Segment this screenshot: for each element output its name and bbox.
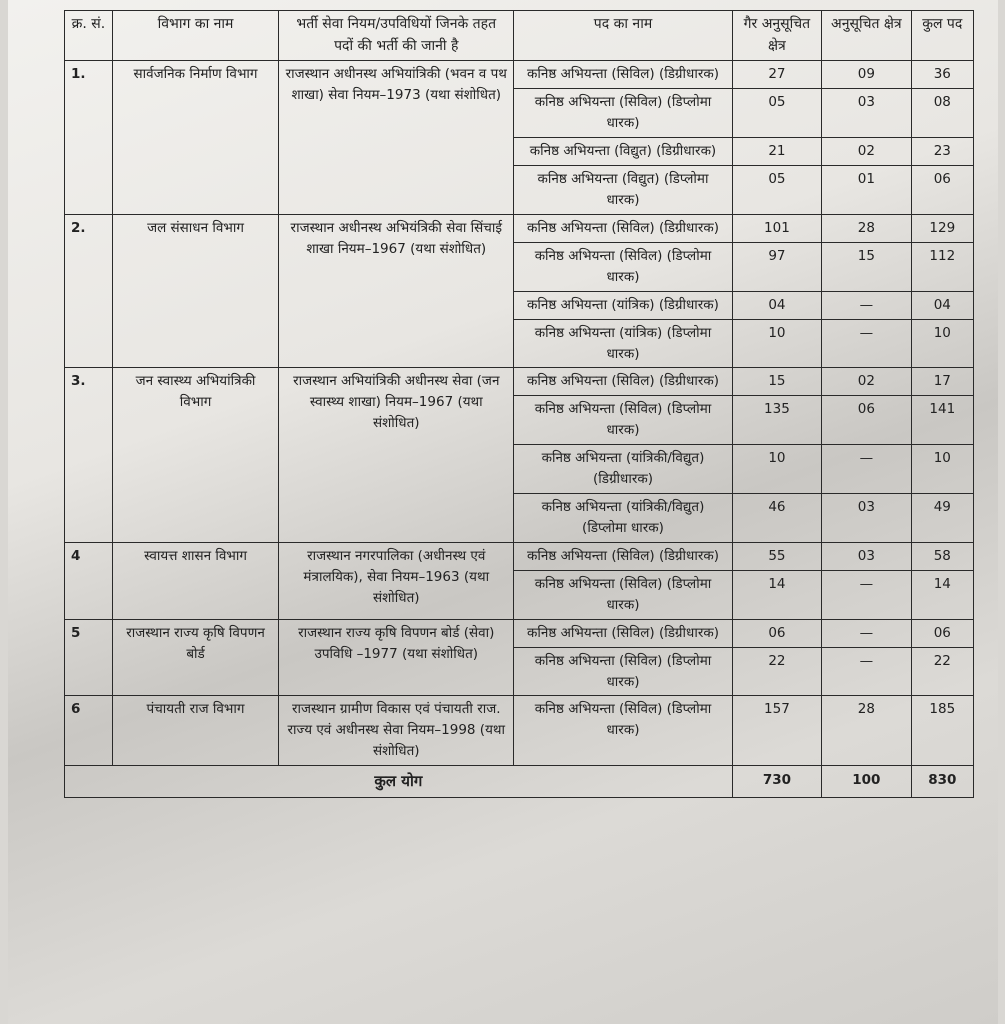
total-count: 58 bbox=[911, 542, 973, 570]
post-name: कनिष्ठ अभियन्ता (सिविल) (डिप्लोमा धारक) bbox=[514, 89, 732, 138]
scheduled-count: 28 bbox=[822, 696, 911, 766]
service-rules: राजस्थान ग्रामीण विकास एवं पंचायती राज. राज्य एवं अधीनस्थ सेवा नियम–1998 (यथा संशोधित) bbox=[279, 696, 514, 766]
document-page bbox=[8, 0, 998, 1024]
non-scheduled-count: 27 bbox=[732, 61, 821, 89]
total-count: 06 bbox=[911, 166, 973, 215]
scheduled-count: 02 bbox=[822, 368, 911, 396]
serial-number: 1. bbox=[65, 61, 113, 215]
scheduled-count: 03 bbox=[822, 494, 911, 543]
post-name: कनिष्ठ अभियन्ता (यांत्रिक) (डिग्रीधारक) bbox=[514, 291, 732, 319]
total-count: 36 bbox=[911, 61, 973, 89]
header-non-scheduled: गैर अनुसूचित क्षेत्र bbox=[732, 11, 821, 61]
header-sn: क्र. सं. bbox=[65, 11, 113, 61]
grand-total-label: कुल योग bbox=[65, 766, 733, 798]
table-row bbox=[65, 61, 974, 89]
service-rules: राजस्थान अधीनस्थ अभियांत्रिकी (भवन व पथ शाखा) सेवा नियम–1973 (यथा संशोधित) bbox=[279, 61, 514, 215]
serial-number: 2. bbox=[65, 214, 113, 368]
post-name: कनिष्ठ अभियन्ता (सिविल) (डिप्लोमा धारक) bbox=[514, 696, 732, 766]
scheduled-count: 06 bbox=[822, 396, 911, 445]
non-scheduled-count: 06 bbox=[732, 619, 821, 647]
post-name: कनिष्ठ अभियन्ता (सिविल) (डिप्लोमा धारक) bbox=[514, 396, 732, 445]
scheduled-count: 03 bbox=[822, 89, 911, 138]
scheduled-count: 03 bbox=[822, 542, 911, 570]
scheduled-count: — bbox=[822, 291, 911, 319]
header-department: विभाग का नाम bbox=[112, 11, 278, 61]
non-scheduled-count: 04 bbox=[732, 291, 821, 319]
post-name: कनिष्ठ अभियन्ता (यांत्रिकी/विद्युत) (डिग्रीधारक) bbox=[514, 445, 732, 494]
non-scheduled-count: 97 bbox=[732, 242, 821, 291]
table-row bbox=[65, 214, 974, 242]
total-count: 185 bbox=[911, 696, 973, 766]
department-name: जल संसाधन विभाग bbox=[112, 214, 278, 368]
non-scheduled-count: 46 bbox=[732, 494, 821, 543]
non-scheduled-count: 10 bbox=[732, 319, 821, 368]
service-rules: राजस्थान राज्य कृषि विपणन बोर्ड (सेवा) उपविधि –1977 (यथा संशोधित) bbox=[279, 619, 514, 696]
service-rules: राजस्थान नगरपालिका (अधीनस्थ एवं मंत्रालयिक), सेवा नियम–1963 (यथा संशोधित) bbox=[279, 542, 514, 619]
scheduled-count: — bbox=[822, 619, 911, 647]
grand-total-scheduled: 100 bbox=[822, 766, 911, 798]
post-name: कनिष्ठ अभियन्ता (सिविल) (डिग्रीधारक) bbox=[514, 619, 732, 647]
grand-total-non-scheduled: 730 bbox=[732, 766, 821, 798]
scheduled-count: 09 bbox=[822, 61, 911, 89]
department-name: जन स्वास्थ्य अभियांत्रिकी विभाग bbox=[112, 368, 278, 542]
non-scheduled-count: 135 bbox=[732, 396, 821, 445]
scheduled-count: — bbox=[822, 647, 911, 696]
non-scheduled-count: 22 bbox=[732, 647, 821, 696]
total-count: 08 bbox=[911, 89, 973, 138]
serial-number: 4 bbox=[65, 542, 113, 619]
post-name: कनिष्ठ अभियन्ता (सिविल) (डिग्रीधारक) bbox=[514, 542, 732, 570]
scheduled-count: — bbox=[822, 570, 911, 619]
grand-total-row bbox=[65, 766, 974, 798]
total-count: 23 bbox=[911, 138, 973, 166]
non-scheduled-count: 14 bbox=[732, 570, 821, 619]
post-name: कनिष्ठ अभियन्ता (सिविल) (डिग्रीधारक) bbox=[514, 214, 732, 242]
post-name: कनिष्ठ अभियन्ता (विद्युत) (डिग्रीधारक) bbox=[514, 138, 732, 166]
total-count: 06 bbox=[911, 619, 973, 647]
recruitment-table bbox=[64, 10, 974, 798]
scheduled-count: — bbox=[822, 319, 911, 368]
non-scheduled-count: 10 bbox=[732, 445, 821, 494]
total-count: 141 bbox=[911, 396, 973, 445]
header-post: पद का नाम bbox=[514, 11, 732, 61]
non-scheduled-count: 101 bbox=[732, 214, 821, 242]
non-scheduled-count: 15 bbox=[732, 368, 821, 396]
service-rules: राजस्थान अभियांत्रिकी अधीनस्थ सेवा (जन स्वास्थ्य शाखा) नियम–1967 (यथा संशोधित) bbox=[279, 368, 514, 542]
scheduled-count: 28 bbox=[822, 214, 911, 242]
total-count: 04 bbox=[911, 291, 973, 319]
non-scheduled-count: 157 bbox=[732, 696, 821, 766]
post-name: कनिष्ठ अभियन्ता (यांत्रिक) (डिप्लोमा धारक) bbox=[514, 319, 732, 368]
post-name: कनिष्ठ अभियन्ता (सिविल) (डिप्लोमा धारक) bbox=[514, 242, 732, 291]
table-row bbox=[65, 542, 974, 570]
service-rules: राजस्थान अधीनस्थ अभियंत्रिकी सेवा सिंचाई शाखा नियम–1967 (यथा संशोधित) bbox=[279, 214, 514, 368]
total-count: 17 bbox=[911, 368, 973, 396]
total-count: 129 bbox=[911, 214, 973, 242]
total-count: 10 bbox=[911, 445, 973, 494]
total-count: 22 bbox=[911, 647, 973, 696]
post-name: कनिष्ठ अभियन्ता (सिविल) (डिप्लोमा धारक) bbox=[514, 647, 732, 696]
total-count: 14 bbox=[911, 570, 973, 619]
scheduled-count: 15 bbox=[822, 242, 911, 291]
serial-number: 6 bbox=[65, 696, 113, 766]
grand-total-total: 830 bbox=[911, 766, 973, 798]
post-name: कनिष्ठ अभियन्ता (यांत्रिकी/विद्युत) (डिप्लोमा धारक) bbox=[514, 494, 732, 543]
scheduled-count: 01 bbox=[822, 166, 911, 215]
table-body bbox=[65, 61, 974, 766]
serial-number: 3. bbox=[65, 368, 113, 542]
department-name: सार्वजनिक निर्माण विभाग bbox=[112, 61, 278, 215]
total-count: 112 bbox=[911, 242, 973, 291]
scheduled-count: 02 bbox=[822, 138, 911, 166]
table-header-row bbox=[65, 11, 974, 61]
department-name: राजस्थान राज्य कृषि विपणन बोर्ड bbox=[112, 619, 278, 696]
total-count: 10 bbox=[911, 319, 973, 368]
total-count: 49 bbox=[911, 494, 973, 543]
scheduled-count: — bbox=[822, 445, 911, 494]
non-scheduled-count: 55 bbox=[732, 542, 821, 570]
header-scheduled: अनुसूचित क्षेत्र bbox=[822, 11, 911, 61]
post-name: कनिष्ठ अभियन्ता (विद्युत) (डिप्लोमा धारक) bbox=[514, 166, 732, 215]
header-total: कुल पद bbox=[911, 11, 973, 61]
table-row bbox=[65, 619, 974, 647]
department-name: पंचायती राज विभाग bbox=[112, 696, 278, 766]
table-row bbox=[65, 696, 974, 766]
header-rules: भर्ती सेवा नियम/उपविधियों जिनके तहत पदों की भर्ती की जानी है bbox=[279, 11, 514, 61]
department-name: स्वायत्त शासन विभाग bbox=[112, 542, 278, 619]
non-scheduled-count: 21 bbox=[732, 138, 821, 166]
table-row bbox=[65, 368, 974, 396]
non-scheduled-count: 05 bbox=[732, 89, 821, 138]
post-name: कनिष्ठ अभियन्ता (सिविल) (डिप्लोमा धारक) bbox=[514, 570, 732, 619]
post-name: कनिष्ठ अभियन्ता (सिविल) (डिग्रीधारक) bbox=[514, 368, 732, 396]
post-name: कनिष्ठ अभियन्ता (सिविल) (डिग्रीधारक) bbox=[514, 61, 732, 89]
serial-number: 5 bbox=[65, 619, 113, 696]
non-scheduled-count: 05 bbox=[732, 166, 821, 215]
